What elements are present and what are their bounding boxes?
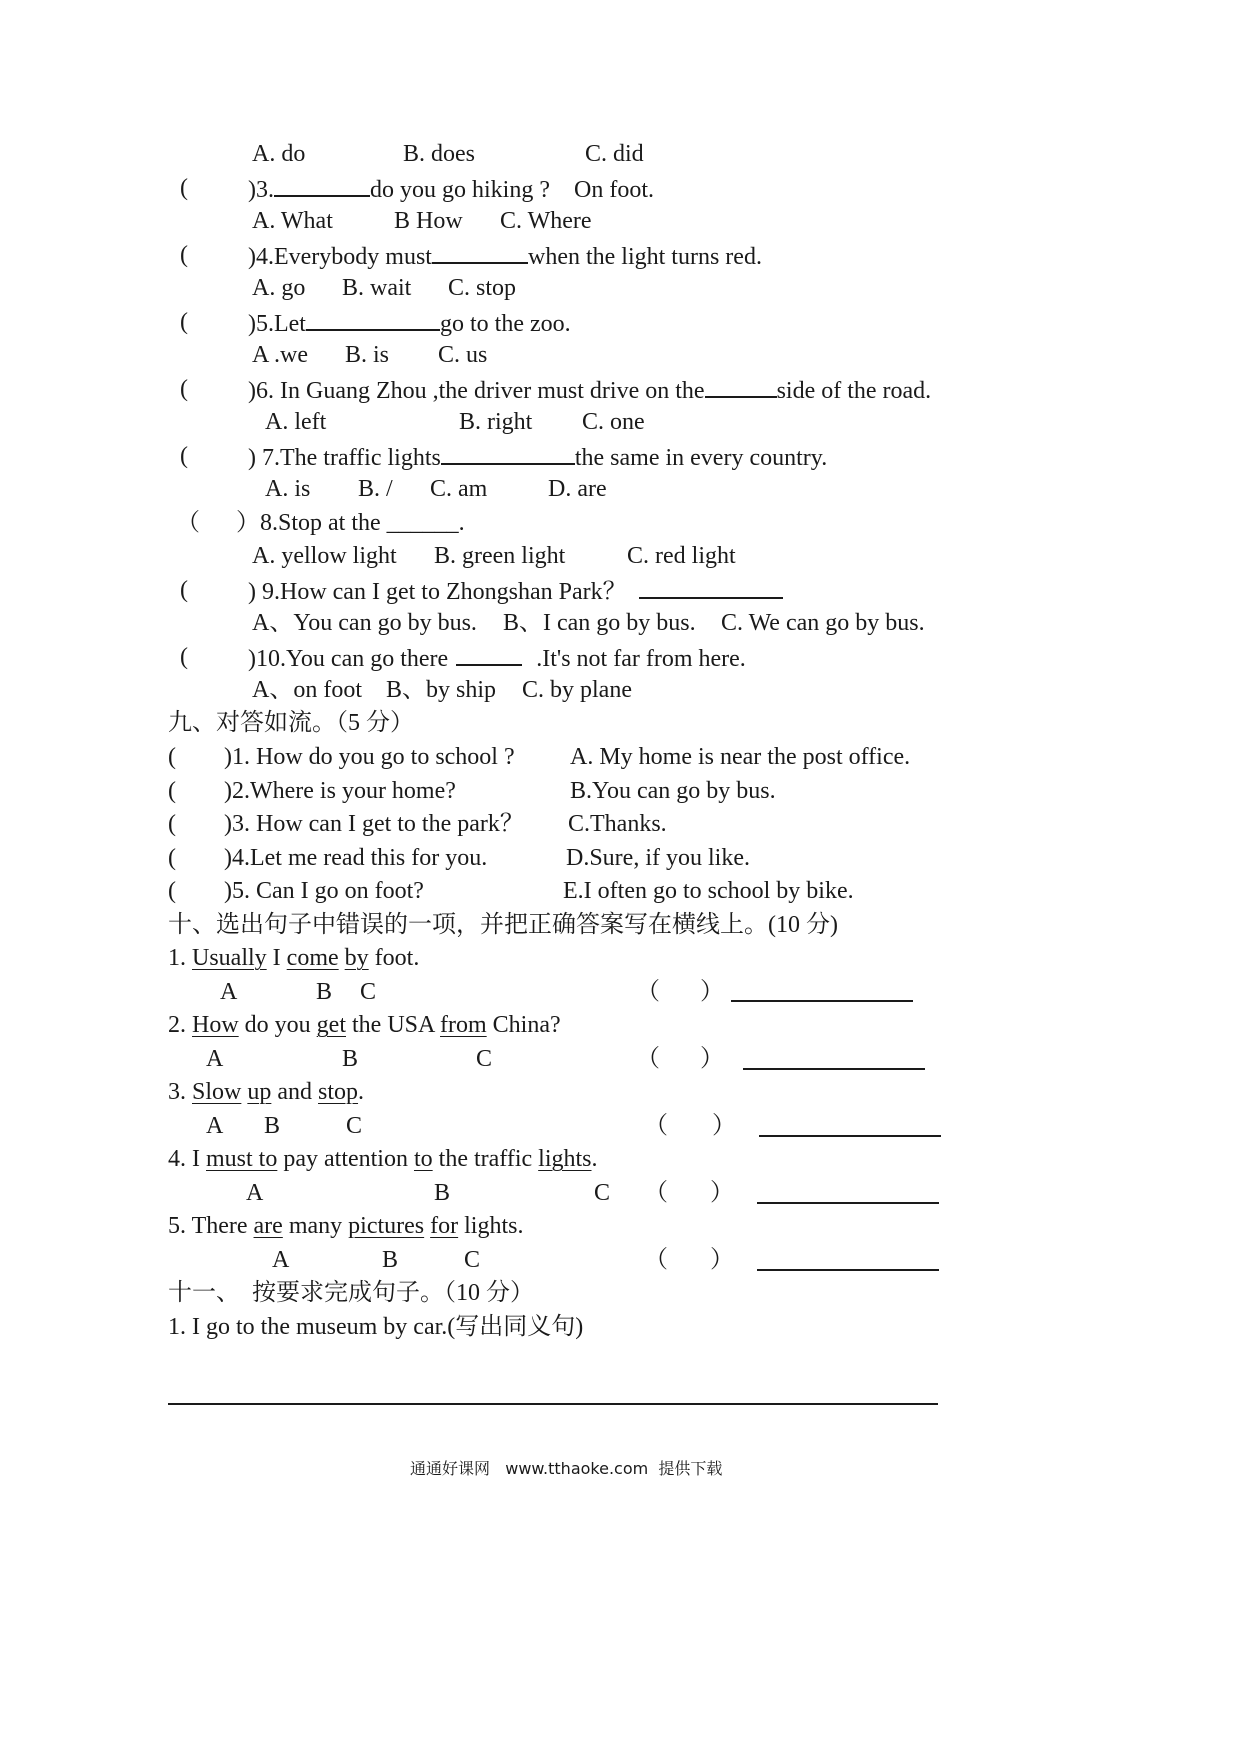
q9-blank [639,575,783,599]
section9-row4-question: ( )4.Let me read this for you. [168,845,488,871]
q9-option-c: C. We can go by bus. [721,610,925,636]
s1-label-b: B [316,979,333,1005]
q5-option-a: A .we [252,342,308,368]
page-footer: 通通好课网 www.tthaoke.com 提供下载 [410,1459,723,1478]
section10-sentence2: 2. How do you get the USA from China? [168,1012,561,1038]
q7-paren-open: ( [180,443,188,469]
q7-option-b: B. / [358,476,393,502]
q6-option-b: B. right [459,409,533,435]
s5-answer-line [757,1269,939,1271]
q4-question [248,240,762,272]
section10-title: 十、选出句子中错误的一项，并把正确答案写在横线上。(10 分) [168,912,838,938]
s1-underlined-b: come [286,945,339,971]
q3-rest: do you go hiking ? On foot. [370,177,654,203]
q7-rest: the same in every country. [574,445,828,471]
s5-underlined-c: for [430,1213,459,1239]
q2-option-b: B. does [403,141,475,167]
section10-sentence3: 3. Slow up and stop. [168,1079,365,1105]
q9-question [248,575,783,607]
q9-stem: ) 9.How can I get to Zhongshan Park？ [248,579,627,605]
q3-stem: )3. [248,177,274,203]
s5-paren-open: （ [644,1247,668,1273]
s2-label-b: B [342,1046,359,1072]
q4-blank [432,240,528,264]
q7-option-a: A. is [265,476,311,502]
q7-blank [441,441,575,465]
q5-paren-open: ( [180,309,188,335]
q4-stem: )4.Everybody must [248,244,432,270]
s2-label-c: C [476,1046,493,1072]
s3-label-c: C [346,1113,363,1139]
s1-paren-close: ） [700,979,724,1005]
q10-stem: )10.You can go there [248,646,449,672]
q7-option-c: C. am [430,476,488,502]
s3-underlined-a: Slow [192,1079,242,1105]
q6-option-a: A. left [265,409,327,435]
q6-question [248,374,931,406]
q8-option-c: C. red light [627,543,736,569]
s4-paren-open: （ [644,1180,668,1206]
s4-label-c: C [594,1180,611,1206]
q8-paren-open: （ [176,510,200,536]
s4-label-a: A [246,1180,264,1206]
section9-row3-answer: C.Thanks. [568,811,667,837]
q5-option-b: B. is [345,342,390,368]
s4-paren-close: ） [710,1180,734,1206]
q6-paren-open: ( [180,376,188,402]
q3-paren-open: ( [180,175,188,201]
q7-stem: ) 7.The traffic lights [248,445,441,471]
s3-paren-close: ） [712,1113,736,1139]
q3-option-c: C. Where [500,208,592,234]
q10-option-c: C. by plane [522,677,632,703]
q2-option-c: C. did [585,141,644,167]
q10-blank [456,642,522,666]
q8-option-a: A. yellow light [252,543,397,569]
section9-row5-question: ( )5. Can I go on foot? [168,878,424,904]
q10-option-a: A、on foot [252,677,362,703]
section9-row5-answer: E.I often go to school by bike. [563,878,854,904]
s2-underlined-b: get [316,1012,346,1038]
q6-blank [705,374,777,398]
q10-question [248,642,746,674]
s2-paren-close: ） [700,1046,724,1072]
section10-sentence1: 1. Usually I come by foot. [168,945,420,971]
s1-label-a: A [220,979,238,1005]
q8-option-b: B. green light [434,543,566,569]
q4-option-a: A. go [252,275,306,301]
s4-underlined-b: to [413,1146,433,1172]
q4-option-c: C. stop [448,275,517,301]
s5-paren-close: ） [710,1247,734,1273]
q8-question: ）8.Stop at the ______. [236,510,465,536]
s5-label-c: C [464,1247,481,1273]
s3-label-a: A [206,1113,224,1139]
q9-option-b: B、I can go by bus. [503,610,696,636]
q10-paren-open: ( [180,644,188,670]
q10-rest: .It's not far from here. [536,646,746,672]
s5-label-a: A [272,1247,290,1273]
s2-label-a: A [206,1046,224,1072]
q9-option-a: A、You can go by bus. [252,610,477,636]
q2-option-a: A. do [252,141,306,167]
q5-option-c: C. us [438,342,488,368]
q5-rest: go to the zoo. [439,311,571,337]
q5-question [248,307,571,339]
s5-underlined-b: pictures [348,1213,425,1239]
s1-underlined-a: Usually [192,945,267,971]
s2-answer-line [743,1068,925,1070]
s2-underlined-a: How [192,1012,239,1038]
s2-underlined-c: from [440,1012,487,1038]
s4-answer-line [757,1202,939,1204]
q4-option-b: B. wait [342,275,412,301]
s3-paren-open: （ [644,1113,668,1139]
s1-answer-line [731,1000,913,1002]
section11-answer-line [168,1403,938,1405]
section9-row3-question: ( )3. How can I get to the park？ [168,811,524,837]
s4-underlined-c: lights [538,1146,592,1172]
q6-option-c: C. one [582,409,645,435]
q9-paren-open: ( [180,577,188,603]
s1-paren-open: （ [636,979,660,1005]
q3-question [248,173,654,205]
s1-underlined-c: by [344,945,369,971]
section10-sentence4: 4. I must to pay attention to the traffic lights. [168,1146,598,1172]
section9-row2-answer: B.You can go by bus. [570,778,776,804]
s3-underlined-b: up [247,1079,272,1105]
section9-row1-answer: A. My home is near the post office. [570,744,911,770]
s3-underlined-c: stop [318,1079,359,1105]
q5-stem: )5.Let [248,311,306,337]
q3-option-b: B How [394,208,463,234]
section11-sentence1: 1. I go to the museum by car.(写出同义句) [168,1314,584,1340]
s5-underlined-a: are [253,1213,283,1239]
s5-label-b: B [382,1247,399,1273]
section10-sentence5: 5. There are many pictures for lights. [168,1213,524,1239]
s3-label-b: B [264,1113,281,1139]
s3-answer-line [759,1135,941,1137]
q6-rest: side of the road. [776,378,932,404]
section9-row2-question: ( )2.Where is your home? [168,778,456,804]
s4-underlined-a: must to [206,1146,278,1172]
s2-paren-open: （ [636,1046,660,1072]
q6-stem: )6. In Guang Zhou ,the driver must drive on the [248,378,705,404]
s1-label-c: C [360,979,377,1005]
q4-rest: when the light turns red. [527,244,762,270]
q7-question [248,441,827,473]
section9-row1-question: ( )1. How do you go to school ? [168,744,515,770]
q4-paren-open: ( [180,242,188,268]
q7-option-d: D. are [548,476,607,502]
q5-blank [306,307,440,331]
q3-blank [274,173,370,197]
section9-title: 九、对答如流。（5 分） [168,710,414,736]
s4-label-b: B [434,1180,451,1206]
q3-option-a: A. What [252,208,333,234]
q10-option-b: B、by ship [386,677,497,703]
section9-row4-answer: D.Sure, if you like. [566,845,750,871]
section11-title: 十一、 按要求完成句子。（10 分） [168,1280,534,1306]
